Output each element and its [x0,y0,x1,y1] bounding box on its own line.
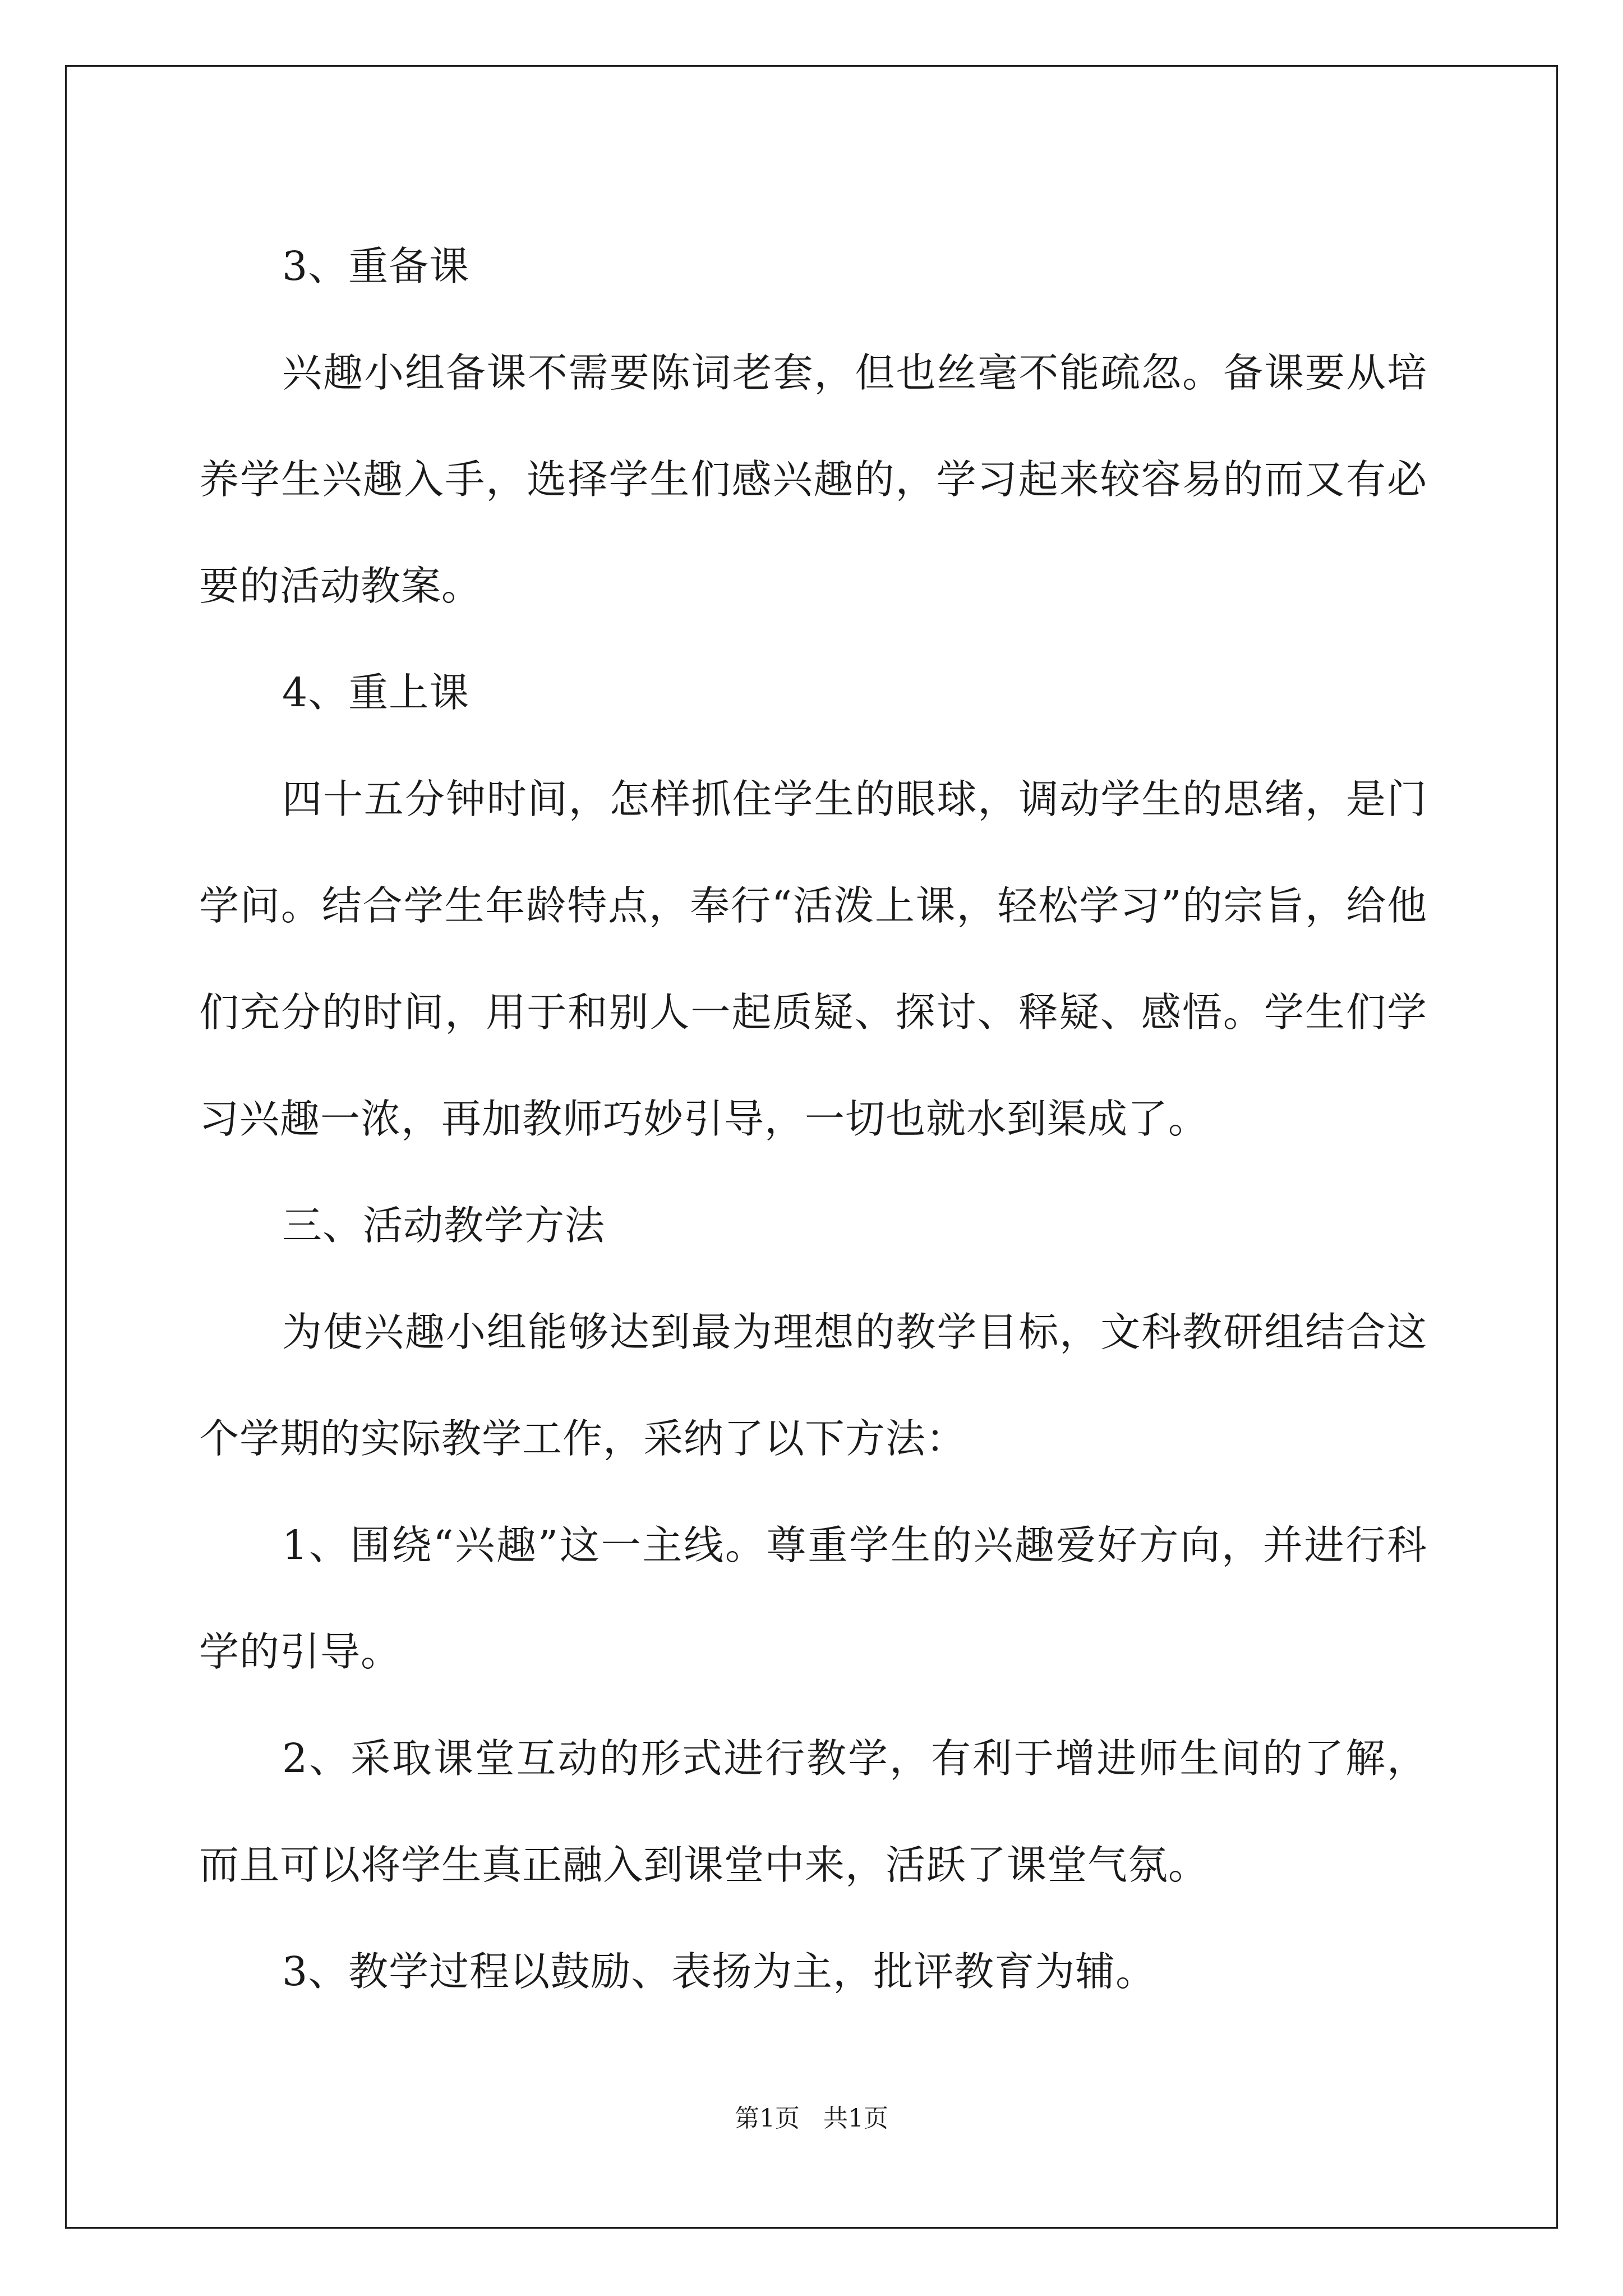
list-item: 2、采取课堂互动的形式进行教学，有利于增进师生间的了解，而且可以将学生真正融入到课堂中来，活跃了课堂气氛。 [199,1735,1427,1888]
body-paragraph: 为使兴趣小组能够达到最为理想的教学目标，文科教研组结合这个学期的实际教学工作，采纳了以下方法： [199,1309,1427,1462]
page-number: 第1页 [735,2104,800,2133]
page-footer [0,2098,1623,2134]
section-heading: 4、重上课 [282,669,470,716]
page-total: 共1页 [823,2104,888,2133]
body-paragraph: 四十五分钟时间，怎样抓住学生的眼球，调动学生的思绪，是门学问。结合学生年龄特点，奉行“活泼上课，轻松学习”的宗旨，给他们充分的时间，用于和别人一起质疑、探讨、释疑、感悟。学生们学习兴趣一浓，再加教师巧妙引导，一切也就水到渠成了。 [199,776,1427,1142]
body-paragraph: 兴趣小组备课不需要陈词老套，但也丝毫不能疏忽。备课要从培养学生兴趣入手，选择学生们感兴趣的，学习起来较容易的而又有必要的活动教案。 [199,349,1427,609]
list-item: 1、围绕“兴趣”这一主线。尊重学生的兴趣爱好方向，并进行科学的引导。 [199,1522,1427,1675]
list-item: 3、教学过程以鼓励、表扬为主，批评教育为辅。 [282,1948,1156,1995]
document-body [199,213,1427,2025]
section-heading: 3、重备课 [282,243,470,289]
section-heading: 三、活动教学方法 [282,1202,606,1249]
